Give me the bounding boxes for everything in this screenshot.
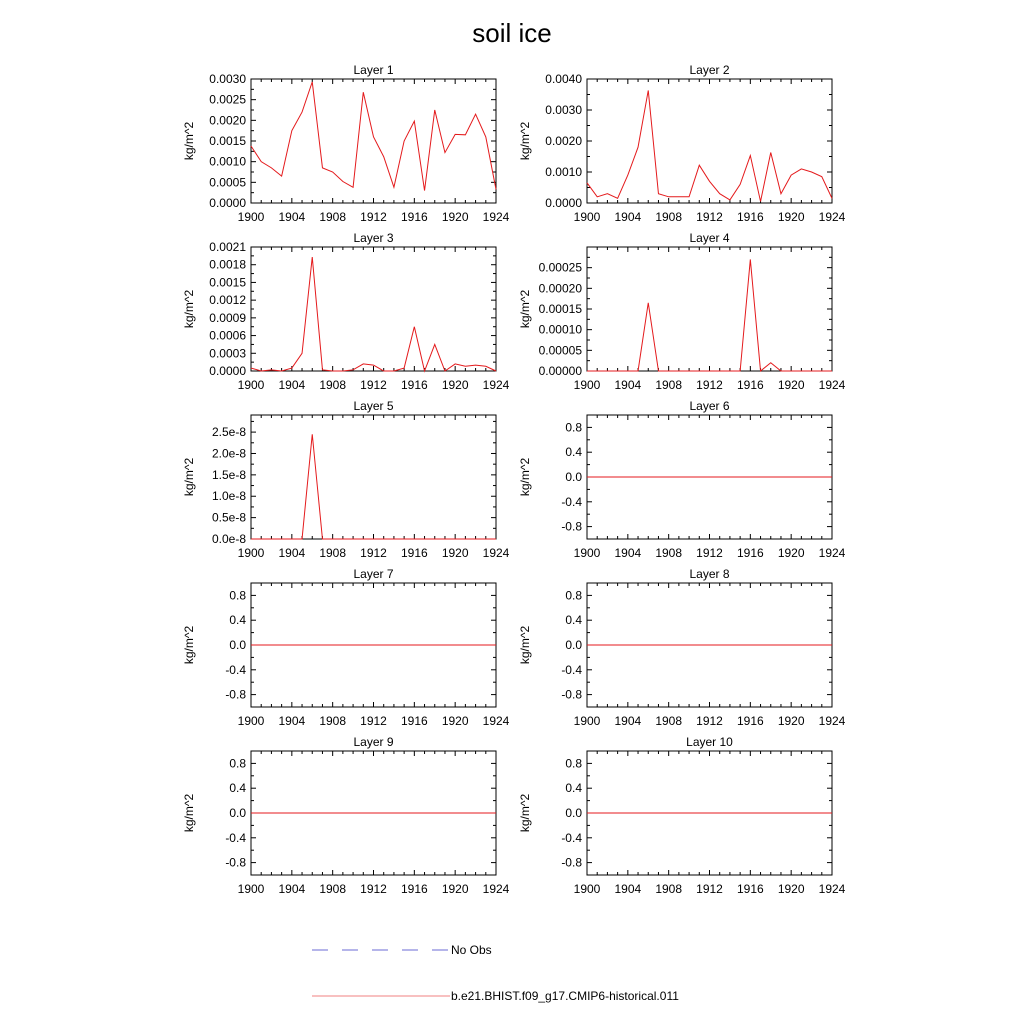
y-tick-label: 0.0 (229, 806, 246, 820)
x-tick-label: 1920 (777, 210, 805, 224)
y-tick-label: -0.4 (225, 830, 246, 845)
y-tick-label: 0.0 (229, 638, 246, 652)
x-tick-label: 1900 (237, 378, 265, 392)
y-tick-label: -0.8 (561, 687, 582, 702)
panels-group (182, 63, 846, 896)
y-tick-label: 0.0020 (545, 134, 582, 148)
y-tick-label: 0.00005 (538, 343, 582, 358)
panel-title: Layer 6 (689, 399, 730, 413)
x-tick-label: 1904 (278, 210, 306, 224)
x-tick-label: 1916 (736, 378, 764, 392)
x-tick-label: 1912 (360, 882, 387, 896)
x-tick-label: 1924 (818, 546, 846, 560)
x-tick-label: 1912 (360, 714, 387, 728)
x-tick-label: 1924 (482, 546, 510, 560)
x-tick-label: 1904 (278, 714, 306, 728)
y-tick-label: 0.4 (229, 613, 246, 628)
panel-title: Layer 2 (689, 63, 730, 77)
y-tick-label: 1.5e-8 (211, 467, 246, 482)
y-tick-label: 0.00010 (538, 322, 582, 337)
x-tick-label: 1900 (573, 210, 601, 224)
x-tick-label: 1912 (360, 210, 387, 224)
plot-frame (251, 247, 496, 371)
x-tick-label: 1900 (237, 714, 265, 728)
plot-frame (251, 415, 496, 539)
panel-title: Layer 8 (689, 567, 730, 581)
y-tick-label: 0.00020 (538, 281, 582, 296)
y-tick-label: 1.0e-8 (211, 489, 246, 504)
x-tick-label: 1920 (441, 378, 469, 392)
y-tick-label: 0.8 (565, 420, 582, 435)
x-tick-label: 1908 (655, 882, 683, 896)
y-tick-label: 0.0025 (209, 92, 246, 107)
y-axis-label: kg/m^2 (518, 289, 532, 329)
y-tick-label: 0.4 (565, 781, 582, 796)
y-tick-label: 0.0018 (209, 257, 246, 272)
y-axis-label: kg/m^2 (182, 121, 196, 161)
panel-layer-10 (518, 735, 846, 896)
x-tick-label: 1920 (441, 882, 469, 896)
x-tick-label: 1920 (441, 714, 469, 728)
x-tick-label: 1920 (777, 714, 805, 728)
panel-layer-6 (518, 399, 846, 560)
y-axis-label: kg/m^2 (518, 793, 532, 833)
x-tick-label: 1920 (777, 378, 805, 392)
x-tick-label: 1924 (818, 378, 846, 392)
y-tick-label: -0.8 (225, 855, 246, 870)
y-tick-label: 0.00000 (538, 364, 582, 378)
y-tick-label: 0.0005 (209, 175, 246, 190)
x-tick-label: 1900 (573, 546, 601, 560)
y-tick-label: 0.4 (229, 781, 246, 796)
panel-title: Layer 5 (353, 399, 394, 413)
y-tick-label: -0.8 (561, 855, 582, 870)
x-tick-label: 1900 (237, 546, 265, 560)
y-tick-label: 0.8 (229, 588, 246, 603)
y-tick-label: 0.0030 (209, 72, 246, 86)
x-tick-label: 1916 (400, 210, 428, 224)
legend-label: No Obs (451, 943, 492, 957)
legend-label: b.e21.BHIST.f09_g17.CMIP6-historical.011 (451, 989, 679, 1003)
y-tick-label: 0.0009 (209, 310, 246, 325)
series-line (587, 90, 832, 201)
panel-title: Layer 4 (689, 231, 730, 245)
y-tick-label: 0.0020 (209, 113, 246, 128)
y-axis-label: kg/m^2 (182, 625, 196, 665)
x-tick-label: 1912 (360, 378, 387, 392)
panel-title: Layer 3 (353, 231, 394, 245)
y-tick-label: 0.0015 (209, 134, 246, 148)
y-tick-label: 0.0030 (545, 103, 582, 117)
x-tick-label: 1900 (237, 210, 265, 224)
x-tick-label: 1908 (319, 714, 347, 728)
x-tick-label: 1904 (278, 546, 306, 560)
y-tick-label: -0.8 (225, 687, 246, 702)
panel-layer-3 (182, 231, 510, 392)
y-tick-label: 0.8 (565, 588, 582, 603)
x-tick-label: 1904 (614, 378, 642, 392)
y-tick-label: 0.0010 (545, 165, 582, 179)
x-tick-label: 1908 (655, 210, 683, 224)
x-tick-label: 1924 (818, 210, 846, 224)
panel-layer-4 (518, 231, 846, 392)
y-tick-label: 0.4 (565, 613, 582, 628)
x-tick-label: 1904 (278, 378, 306, 392)
x-tick-label: 1924 (482, 378, 510, 392)
series-line (251, 434, 496, 539)
x-tick-label: 1920 (441, 546, 469, 560)
series-line (251, 82, 496, 191)
panel-layer-7 (182, 567, 510, 728)
series-line (587, 259, 832, 371)
x-tick-label: 1924 (818, 882, 846, 896)
y-tick-label: -0.4 (561, 662, 582, 677)
x-tick-label: 1904 (614, 546, 642, 560)
y-tick-label: 0.0 (565, 638, 582, 652)
x-tick-label: 1920 (777, 546, 805, 560)
x-tick-label: 1916 (736, 714, 764, 728)
y-tick-label: 0.0e-8 (211, 532, 246, 546)
x-tick-label: 1908 (655, 546, 683, 560)
x-tick-label: 1912 (696, 546, 723, 560)
x-tick-label: 1920 (777, 882, 805, 896)
x-tick-label: 1920 (441, 210, 469, 224)
y-tick-label: 0.4 (565, 445, 582, 460)
x-tick-label: 1900 (573, 378, 601, 392)
y-tick-label: 0.8 (229, 756, 246, 771)
x-tick-label: 1900 (573, 714, 601, 728)
x-tick-label: 1908 (655, 714, 683, 728)
y-tick-label: 0.0000 (545, 196, 582, 210)
y-tick-label: 0.0 (565, 806, 582, 820)
x-tick-label: 1900 (237, 882, 265, 896)
panel-title: Layer 9 (353, 735, 394, 749)
y-axis-label: kg/m^2 (518, 121, 532, 161)
y-tick-label: 0.00015 (538, 302, 582, 316)
x-tick-label: 1904 (614, 210, 642, 224)
y-tick-label: 0.0000 (209, 196, 246, 210)
figure-title: soil ice (472, 18, 552, 48)
x-tick-label: 1908 (319, 210, 347, 224)
y-axis-label: kg/m^2 (182, 793, 196, 833)
legend (312, 943, 679, 1003)
plot-frame (251, 79, 496, 203)
x-tick-label: 1912 (696, 882, 723, 896)
series-line (251, 257, 496, 371)
x-tick-label: 1908 (319, 378, 347, 392)
y-tick-label: 2.0e-8 (211, 446, 246, 461)
y-tick-label: 0.0015 (209, 275, 246, 290)
panel-layer-9 (182, 735, 510, 896)
panel-layer-2 (518, 63, 846, 224)
y-tick-label: 0.00025 (538, 260, 582, 275)
x-tick-label: 1916 (400, 882, 428, 896)
x-tick-label: 1916 (736, 882, 764, 896)
y-tick-label: 0.0000 (209, 364, 246, 378)
y-tick-label: 0.0 (565, 470, 582, 484)
x-tick-label: 1924 (482, 882, 510, 896)
y-tick-label: 0.0040 (545, 72, 582, 86)
y-tick-label: 0.0006 (209, 328, 246, 343)
x-tick-label: 1912 (360, 546, 387, 560)
x-tick-label: 1908 (319, 882, 347, 896)
panel-layer-1 (182, 63, 510, 224)
x-tick-label: 1916 (400, 714, 428, 728)
panel-title: Layer 7 (353, 567, 394, 581)
y-tick-label: 0.0012 (209, 293, 246, 308)
panel-layer-5 (182, 399, 510, 560)
y-tick-label: -0.4 (225, 662, 246, 677)
x-tick-label: 1904 (614, 882, 642, 896)
x-tick-label: 1912 (696, 210, 723, 224)
y-tick-label: -0.4 (561, 494, 582, 509)
y-axis-label: kg/m^2 (182, 457, 196, 497)
panel-layer-8 (518, 567, 846, 728)
x-tick-label: 1912 (696, 714, 723, 728)
x-tick-label: 1924 (482, 210, 510, 224)
x-tick-label: 1912 (696, 378, 723, 392)
x-tick-label: 1924 (482, 714, 510, 728)
y-tick-label: 0.8 (565, 756, 582, 771)
x-tick-label: 1916 (400, 546, 428, 560)
x-tick-label: 1916 (736, 210, 764, 224)
x-tick-label: 1916 (736, 546, 764, 560)
panel-title: Layer 1 (353, 63, 394, 77)
y-tick-label: 2.5e-8 (211, 425, 246, 440)
x-tick-label: 1924 (818, 714, 846, 728)
y-tick-label: -0.8 (561, 519, 582, 534)
y-axis-label: kg/m^2 (518, 457, 532, 497)
plot-frame (587, 247, 832, 371)
y-axis-label: kg/m^2 (182, 289, 196, 329)
x-tick-label: 1916 (400, 378, 428, 392)
y-tick-label: 0.0021 (209, 240, 246, 254)
y-tick-label: 0.0003 (209, 346, 246, 361)
y-axis-label: kg/m^2 (518, 625, 532, 665)
x-tick-label: 1904 (614, 714, 642, 728)
x-tick-label: 1904 (278, 882, 306, 896)
y-tick-label: -0.4 (561, 830, 582, 845)
x-tick-label: 1908 (655, 378, 683, 392)
y-tick-label: 0.0010 (209, 154, 246, 169)
x-tick-label: 1908 (319, 546, 347, 560)
x-tick-label: 1900 (573, 882, 601, 896)
y-tick-label: 0.5e-8 (211, 510, 246, 525)
panel-title: Layer 10 (686, 735, 733, 749)
